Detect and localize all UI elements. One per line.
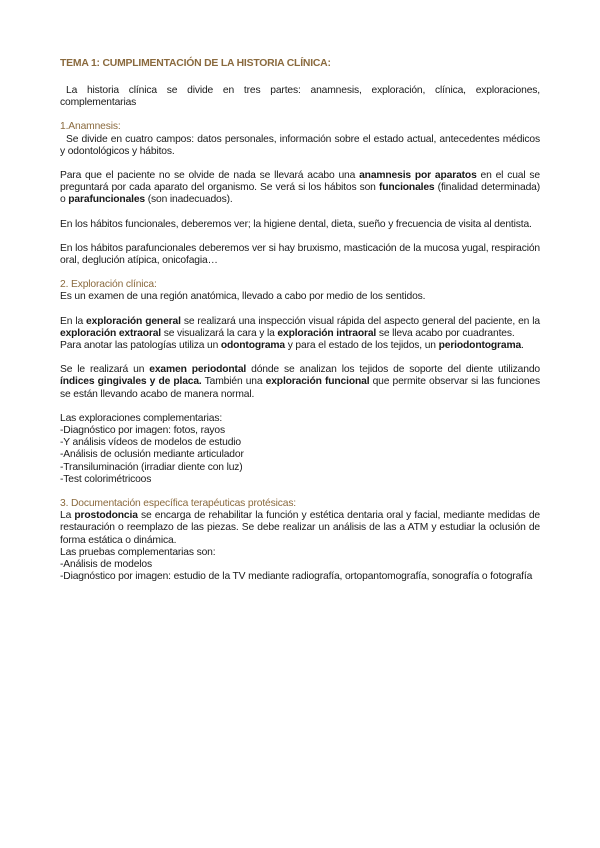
documentacion-paragraph-1: La prostodoncia se encarga de rehabilitar la función y estética dentaria oral y facial, mediante medidas de restauración o reemplazo de las piezas. Se debe realizar un análisis de las a ATM y estudiar la oclusión de forma estática o dinámica. <box>60 510 540 546</box>
section-heading-exploracion: 2. Exploración clínica: <box>60 279 157 291</box>
list-title: Las exploraciones complementarias: <box>60 412 223 424</box>
exploracion-paragraph-3: Para anotar las patologías utiliza un odontograma y para el estado de los tejidos, un periodontograma. <box>60 340 524 352</box>
list-item: -Transiluminación (irradiar diente con luz) <box>60 461 243 473</box>
exploracion-paragraph-1: Es un examen de una región anatómica, llevado a cabo por medio de los sentidos. <box>60 291 426 303</box>
anamnesis-paragraph-4: En los hábitos parafuncionales deberemos ver si hay bruxismo, masticación de la mucosa yugal, respiración oral, deglución atípica, onicofagia… <box>60 242 540 267</box>
list-item: -Test colorimétricoos <box>60 473 152 485</box>
section-heading-anamnesis: 1.Anamnesis: <box>60 121 121 133</box>
section-heading-documentacion: 3. Documentación específica terapéuticas protésicas: <box>60 498 297 510</box>
list-item: -Análisis de oclusión mediante articulador <box>60 449 244 461</box>
exploracion-paragraph-2: En la exploración general se realizará una inspección visual rápida del aspecto general del paciente, en la exploración extraoral se visualizará la cara y la exploración intraoral se lleva acabo por cuadrantes. <box>60 315 540 339</box>
anamnesis-paragraph-2: Para que el paciente no se olvide de nada se llevará acabo una anamnesis por aparatos en el cual se preguntará por cada aparato del organismo. Se verá si los hábitos son funcionales (finalidad determinada) o parafuncionales (son inadecuados). <box>60 170 541 206</box>
exploracion-paragraph-4: Se le realizará un examen periodontal dónde se analizan los tejidos de soporte del diente utilizando índices gingivales y de placa. También una exploración funcional que permite observar si las funciones se están llevando acabo de manera normal. <box>60 364 541 400</box>
complementary-exploration-list <box>60 413 540 486</box>
list-item: -Análisis de modelos <box>60 559 153 571</box>
page-title: TEMA 1: CUMPLIMENTACIÓN DE LA HISTORIA CLÍNICA: <box>60 58 331 69</box>
documentacion-paragraph-2: Las pruebas complementarias son: <box>60 546 216 558</box>
anamnesis-paragraph-3: En los hábitos funcionales, deberemos ver; la higiene dental, dieta, sueño y frecuencia de visita al dentista. <box>60 218 532 230</box>
anamnesis-paragraph-1: Se divide en cuatro campos: datos personales, información sobre el estado actual, antecedentes médicos y odontológicos y hábitos. <box>60 133 540 157</box>
list-item: -Diagnóstico por imagen: estudio de la TV mediante radiografía, ortopantomografía, sonografía o fotografía <box>60 571 533 583</box>
intro-paragraph: La historia clínica se divide en tres partes: anamnesis, exploración, clínica, exploraciones, complementarias <box>60 85 540 109</box>
list-item: -Diagnóstico por imagen: fotos, rayos <box>60 425 226 437</box>
list-item: -Y análisis vídeos de modelos de estudio <box>60 437 241 449</box>
